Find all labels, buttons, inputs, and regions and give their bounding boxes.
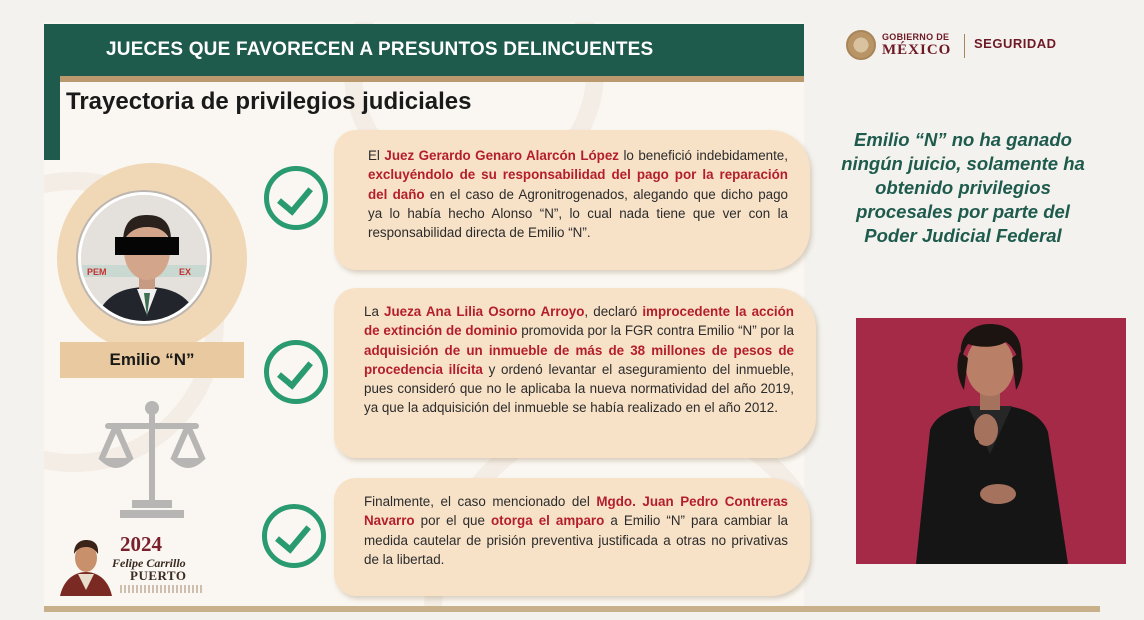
national-seal-icon — [846, 30, 876, 60]
page-subtitle: Trayectoria de privilegios judiciales — [66, 88, 472, 115]
card-text: La Jueza Ana Lilia Osorno Arroyo, declaró improcedente la acción de extinción de dominio promovida por la FGR contra Emilio “N” por la adquisición de un inmueble de más de 38 millones de pesos de procedencia ilícita y ordenó levantar el aseguramiento del inmueble, pues consideró que no le aplicaba la nueva normatividad del año 2019, ya que la adquisición del inmueble se había realizado en el año 2012. — [364, 304, 794, 416]
svg-text:EX: EX — [179, 267, 192, 277]
logo-separator — [964, 34, 965, 58]
secretariat-name: SEGURIDAD — [974, 36, 1057, 51]
header-accent — [44, 76, 60, 160]
logo-name-2: PUERTO — [130, 568, 187, 583]
header-gold-rule — [60, 76, 804, 82]
svg-text:PEM: PEM — [87, 267, 107, 277]
balance-scale-icon — [92, 396, 212, 520]
highlight: adquisición de un inmueble de más de 38 millones de pesos de procedencia ilícita — [364, 342, 794, 377]
highlight: excluyéndolo de su responsabilidad del pago por la reparación del daño — [368, 167, 788, 202]
card-text: El Juez Gerardo Genaro Alarcón López lo benefició indebidamente, excluyéndolo de su responsabilidad del pago por la reparación del daño en el caso de Agronitrogenados, alegando que dicho pago ya lo había hecho Alonso “N”, lo cual nada tiene que ver con la responsabilidad directa de Emilio “N”. — [368, 148, 788, 241]
check-circle-icon — [262, 504, 326, 568]
profile-photo — [78, 192, 210, 324]
highlight: improcedente la acción de extinción de dominio — [364, 304, 794, 339]
card-text: Finalmente, el caso mencionado del Mgdo. Juan Pedro Contreras Navarro por el que otorga el amparo a Emilio “N” para cambiar la medida cautelar de prisión preventiva justificada a otras no privativas de la libertad. — [364, 494, 789, 567]
gov-logo-top: GOBIERNO DE — [882, 32, 950, 42]
gobierno-mexico-logo — [846, 28, 1076, 64]
judge-name: Mgdo. Juan Pedro Contreras Navarro — [364, 494, 788, 529]
header-title: JUECES QUE FAVORECEN A PRESUNTOS DELINCUENTES — [106, 39, 654, 60]
judge-name: Juez Gerardo Genaro Alarcón López — [384, 148, 619, 163]
card-contreras — [334, 478, 810, 596]
interpreter-video — [856, 318, 1126, 564]
highlight: otorga el amparo — [490, 513, 605, 529]
interpreter-figure — [856, 318, 1126, 564]
portrait-illustration — [56, 534, 116, 596]
side-statement: Emilio “N” no ha ganado ningún juicio, solamente ha obtenido privilegios procesales por parte del Poder Judicial Federal — [841, 129, 1085, 246]
judge-name: Jueza Ana Lilia Osorno Arroyo — [384, 304, 585, 319]
footer-gold-rule — [44, 606, 1100, 612]
logo-fine-print — [120, 585, 202, 593]
gov-logo-bottom: MÉXICO — [882, 42, 952, 58]
check-circle-icon — [264, 340, 328, 404]
check-circle-icon — [264, 166, 328, 230]
felipe-carrillo-puerto-logo — [56, 532, 206, 598]
card-alarcon — [334, 130, 810, 270]
profile-name: Emilio “N” — [60, 342, 244, 378]
logo-name: Felipe Carrillo — [112, 556, 186, 570]
logo-year: 2024 — [120, 532, 162, 556]
card-osorno — [334, 288, 816, 458]
